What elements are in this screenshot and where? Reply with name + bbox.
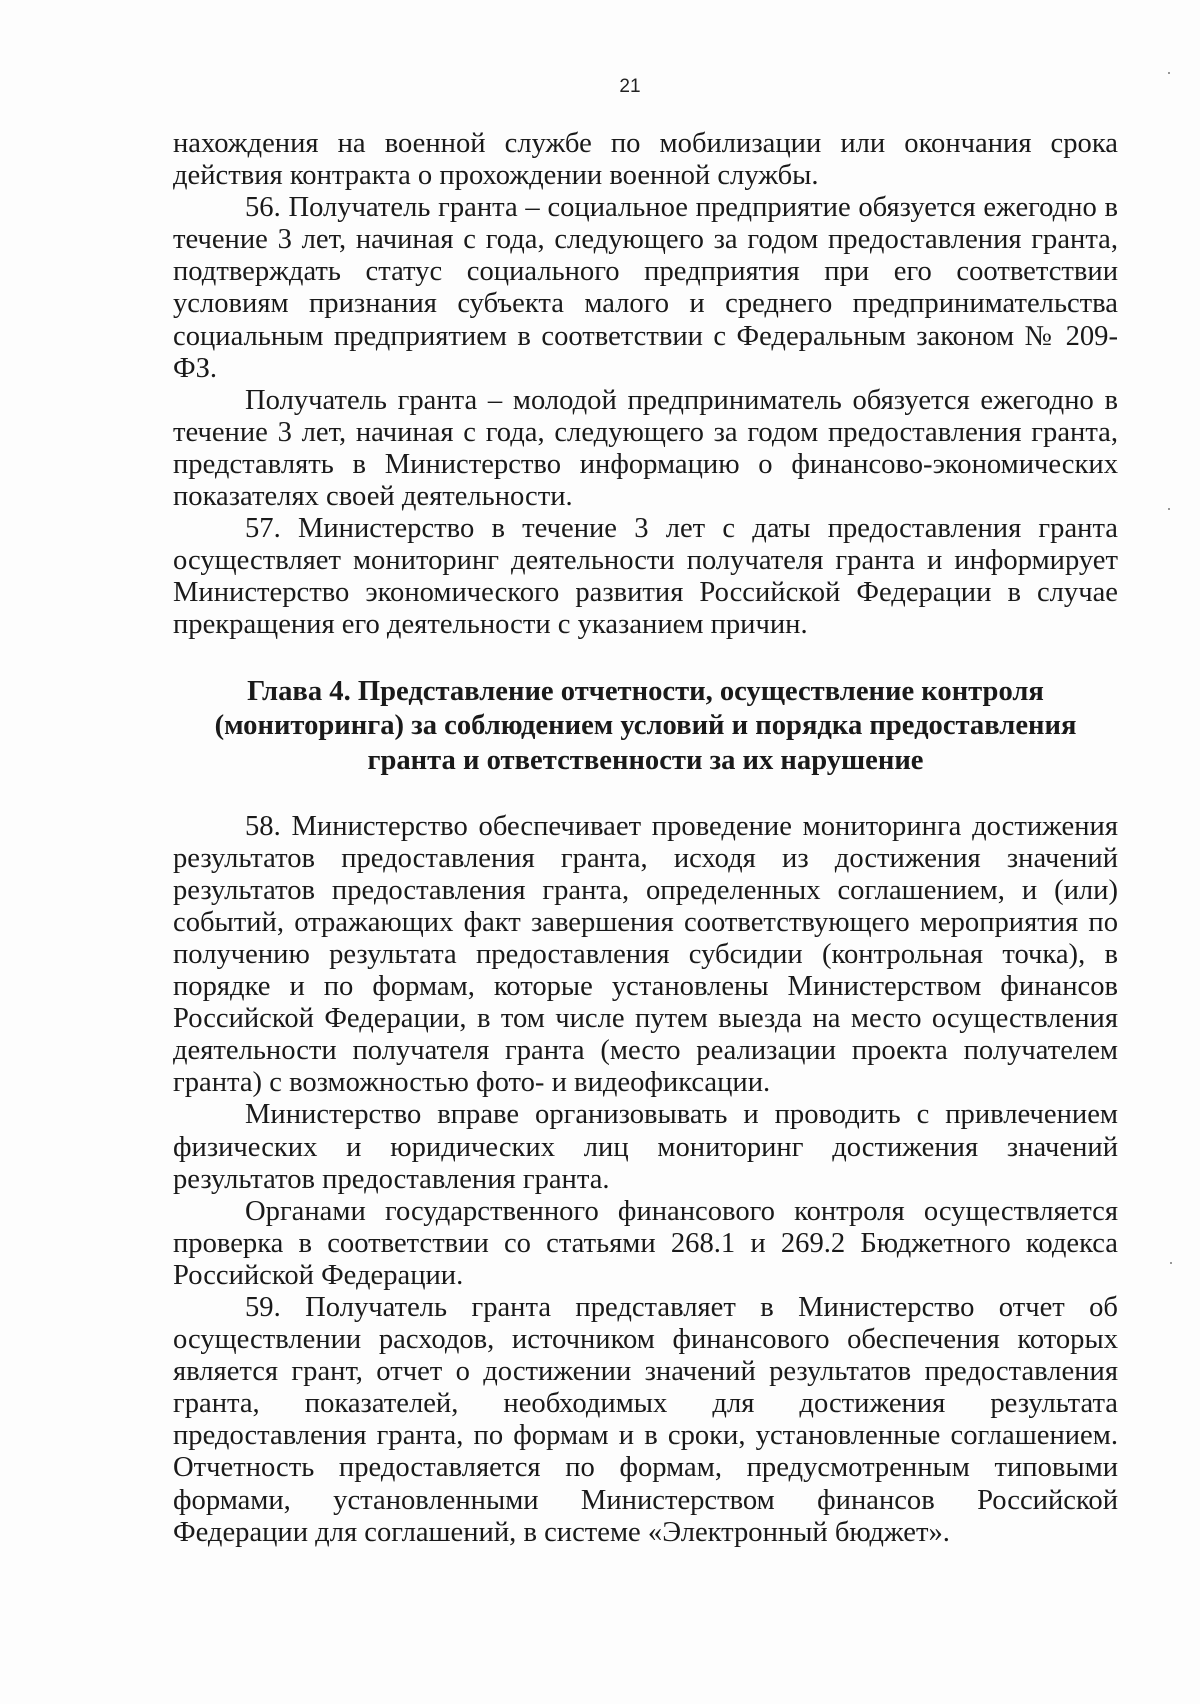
paragraph-financial-control: Органами государственного финансового контроля осуществляется проверка в соответствии со статьями 268.1 и 269.2 Бюджетного кодекса Российской Федерации. — [173, 1195, 1118, 1291]
scan-speck — [1168, 508, 1170, 510]
paragraph-continuation: нахождения на военной службе по мобилизации или окончания срока действия контракта о прохождении военной службы. — [173, 128, 1118, 192]
paragraph-young-entrepreneur: Получатель гранта – молодой предприниматель обязуется ежегодно в течение 3 лет, начиная с года, следующего за годом предоставления гранта, представлять в Министерство информацию о финансово-экономических показателях своей деятельности. — [173, 384, 1118, 513]
scan-speck — [1168, 72, 1170, 74]
chapter-heading-line: (мониторинга) за соблюдением условий и порядка предоставления — [214, 710, 1077, 742]
page-number: 21 — [619, 76, 641, 97]
chapter-4-heading — [173, 675, 1118, 779]
document-body — [173, 128, 1118, 1549]
chapter-heading-line: гранта и ответственности за их нарушение — [367, 744, 924, 776]
scan-speck — [1170, 1262, 1172, 1264]
paragraph-58: 58. Министерство обеспечивает проведение мониторинга достижения результатов предоставления гранта, исходя из достижения значений результатов предоставления гранта, определенных соглашением, и (или) событий, отражающих факт завершения соответствующего мероприятия по получению результата предоставления субсидии (контрольная точка), в порядке и по формам, которые установлены Министерством финансов Российской Федерации, в том числе путем выезда на место осуществления деятельности получателя гранта (место реализации проекта получателем гранта) с возможностью фото- и видеофиксации. — [173, 810, 1118, 1099]
paragraph-56: 56. Получатель гранта – социальное предприятие обязуется ежегодно в течение 3 лет, начиная с года, следующего за годом предоставления гранта, подтверждать статус социального предприятия при его соответствии условиям признания субъекта малого и среднего предпринимательства социальным предприятием в соответствии с Федеральным законом № 209-ФЗ. — [173, 192, 1118, 384]
paragraph-57: 57. Министерство в течение 3 лет с даты предоставления гранта осуществляет мониторинг деятельности получателя гранта и информирует Министерство экономического развития Российской Федерации в случае прекращения его деятельности с указанием причин. — [173, 513, 1118, 641]
paragraph-monitoring-involvement: Министерство вправе организовывать и проводить с привлечением физических и юридических лиц мониторинг достижения значений результатов предоставления гранта. — [173, 1099, 1118, 1195]
chapter-heading-line: Глава 4. Представление отчетности, осуществление контроля — [247, 675, 1044, 707]
paragraph-59: 59. Получатель гранта представляет в Министерство отчет об осуществлении расходов, источником финансового обеспечения которых является грант, отчет о достижении значений результатов предоставления гранта, показателей, необходимых для достижения результата предоставления гранта, по формам и в сроки, установленные соглашением. Отчетность предоставляется по формам, предусмотренным типовыми формами, установленными Министерством финансов Российской Федерации для соглашений, в системе «Электронный бюджет». — [173, 1292, 1118, 1548]
